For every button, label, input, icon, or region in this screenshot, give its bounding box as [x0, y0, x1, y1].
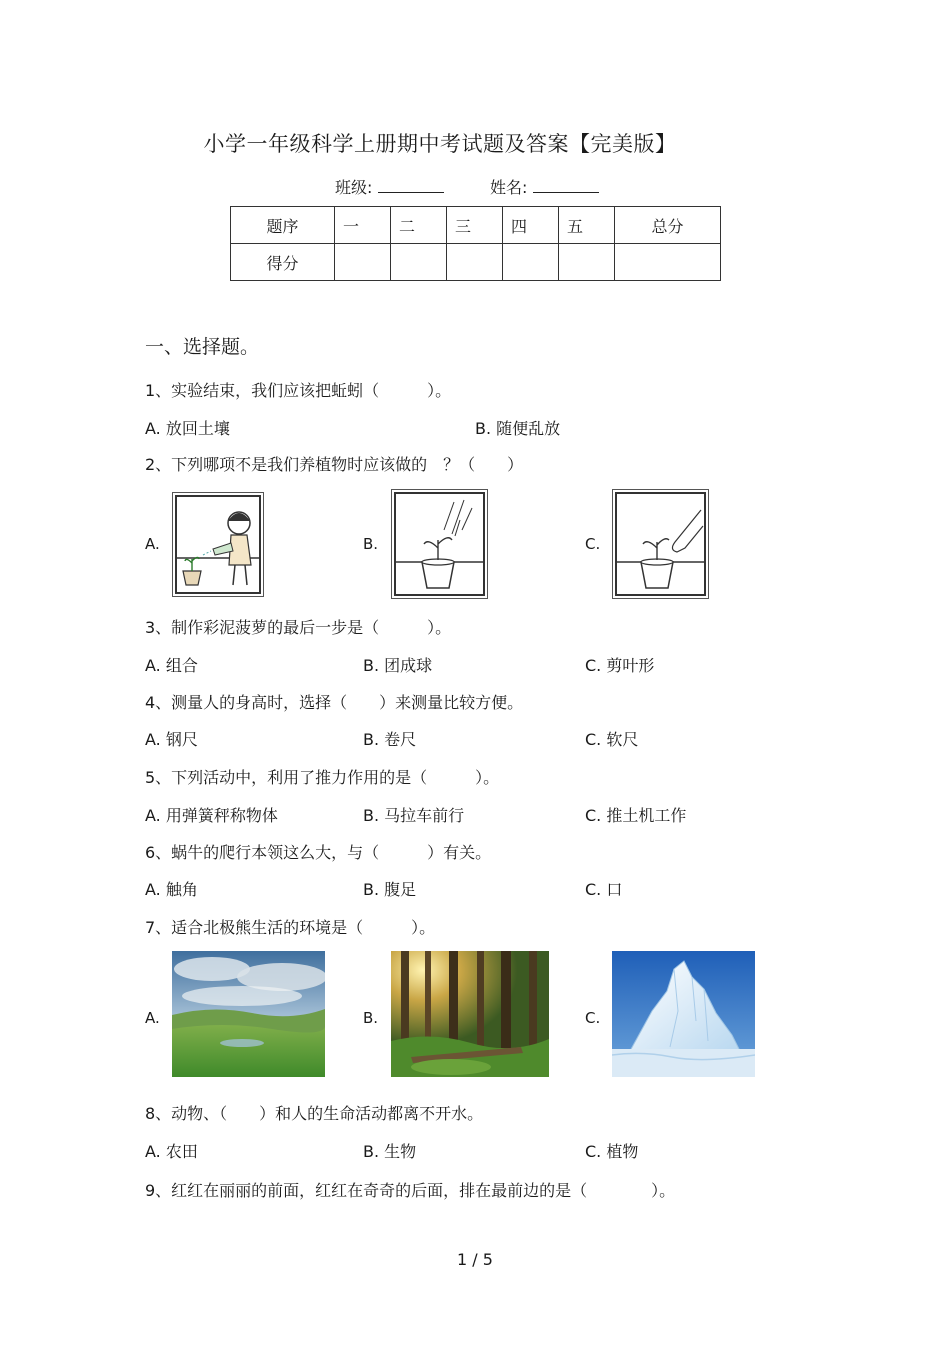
- option-a: A. 钢尺: [145, 730, 198, 749]
- option-c: C. 植物: [585, 1142, 639, 1161]
- hand-pulling-plant-icon: [612, 489, 709, 599]
- option-c-label: C.: [585, 1009, 601, 1027]
- option-b: B. 卷尺: [363, 730, 417, 749]
- table-header-cell: 二: [391, 207, 447, 244]
- question-6: 6、蜗牛的爬行本领这么大，与（ ）有关。: [145, 843, 492, 862]
- option-c: C. 剪叶形: [585, 656, 655, 675]
- option-a-label: A.: [145, 535, 160, 553]
- option-a: A. 触角: [145, 880, 198, 899]
- question-9: 9、红红在丽丽的前面，红红在奇奇的后面，排在最前边的是（ ）。: [145, 1181, 676, 1200]
- question-1: 1、实验结束，我们应该把蚯蚓（ ）。: [145, 381, 452, 400]
- score-cell: [391, 244, 447, 281]
- option-b: B. 团成球: [363, 656, 433, 675]
- option-b: B. 马拉车前行: [363, 806, 465, 825]
- class-label: 班级:: [335, 178, 373, 197]
- plant-in-rain-icon: [391, 489, 488, 599]
- score-cell: [335, 244, 391, 281]
- question-2: 2、下列哪项不是我们养植物时应该做的 ？（ ）: [145, 455, 524, 474]
- table-header-cell: 题序: [231, 207, 335, 244]
- option-c: C. 推土机工作: [585, 806, 687, 825]
- option-a: A. 农田: [145, 1142, 198, 1161]
- option-b: B. 随便乱放: [475, 419, 561, 438]
- score-table-row: [231, 244, 721, 281]
- table-header-cell: 三: [447, 207, 503, 244]
- option-b-label: B.: [363, 1009, 379, 1027]
- page-number: 1 / 5: [457, 1250, 493, 1269]
- score-table-header-row: [231, 207, 721, 244]
- forest-photo: [391, 951, 549, 1077]
- score-cell: [503, 244, 559, 281]
- score-cell: [559, 244, 615, 281]
- question-4: 4、测量人的身高时，选择（ ）来测量比较方便。: [145, 693, 524, 712]
- option-b: B. 腹足: [363, 880, 417, 899]
- page-title: 小学一年级科学上册期中考试题及答案【完美版】: [203, 132, 677, 156]
- name-label: 姓名:: [490, 178, 528, 197]
- score-cell: [615, 244, 721, 281]
- question-5: 5、下列活动中，利用了推力作用的是（ ）。: [145, 768, 500, 787]
- name-blank: [533, 178, 599, 193]
- score-row-label: 得分: [231, 244, 335, 281]
- option-a: A. 用弹簧秤称物体: [145, 806, 278, 825]
- option-b-label: B.: [363, 535, 379, 553]
- option-a: A. 组合: [145, 656, 198, 675]
- question-7: 7、适合北极熊生活的环境是（ ）。: [145, 918, 436, 937]
- iceberg-photo: [612, 951, 755, 1077]
- class-field: [335, 175, 444, 198]
- score-cell: [447, 244, 503, 281]
- girl-watering-plant-icon: [172, 492, 264, 597]
- question-8: 8、动物、（ ）和人的生命活动都离不开水。: [145, 1104, 484, 1123]
- question-3: 3、制作彩泥菠萝的最后一步是（ ）。: [145, 618, 452, 637]
- score-table: [230, 206, 721, 281]
- option-c: C. 软尺: [585, 730, 639, 749]
- table-header-cell: 总分: [615, 207, 721, 244]
- name-field: [490, 175, 599, 198]
- section-heading: 一、选择题。: [145, 336, 260, 358]
- class-blank: [378, 178, 444, 193]
- option-a: A. 放回土壤: [145, 419, 230, 438]
- table-header-cell: 五: [559, 207, 615, 244]
- option-c-label: C.: [585, 535, 601, 553]
- option-a-label: A.: [145, 1009, 160, 1027]
- option-c: C. 口: [585, 880, 623, 899]
- grassland-photo: [172, 951, 325, 1077]
- table-header-cell: 一: [335, 207, 391, 244]
- table-header-cell: 四: [503, 207, 559, 244]
- option-b: B. 生物: [363, 1142, 417, 1161]
